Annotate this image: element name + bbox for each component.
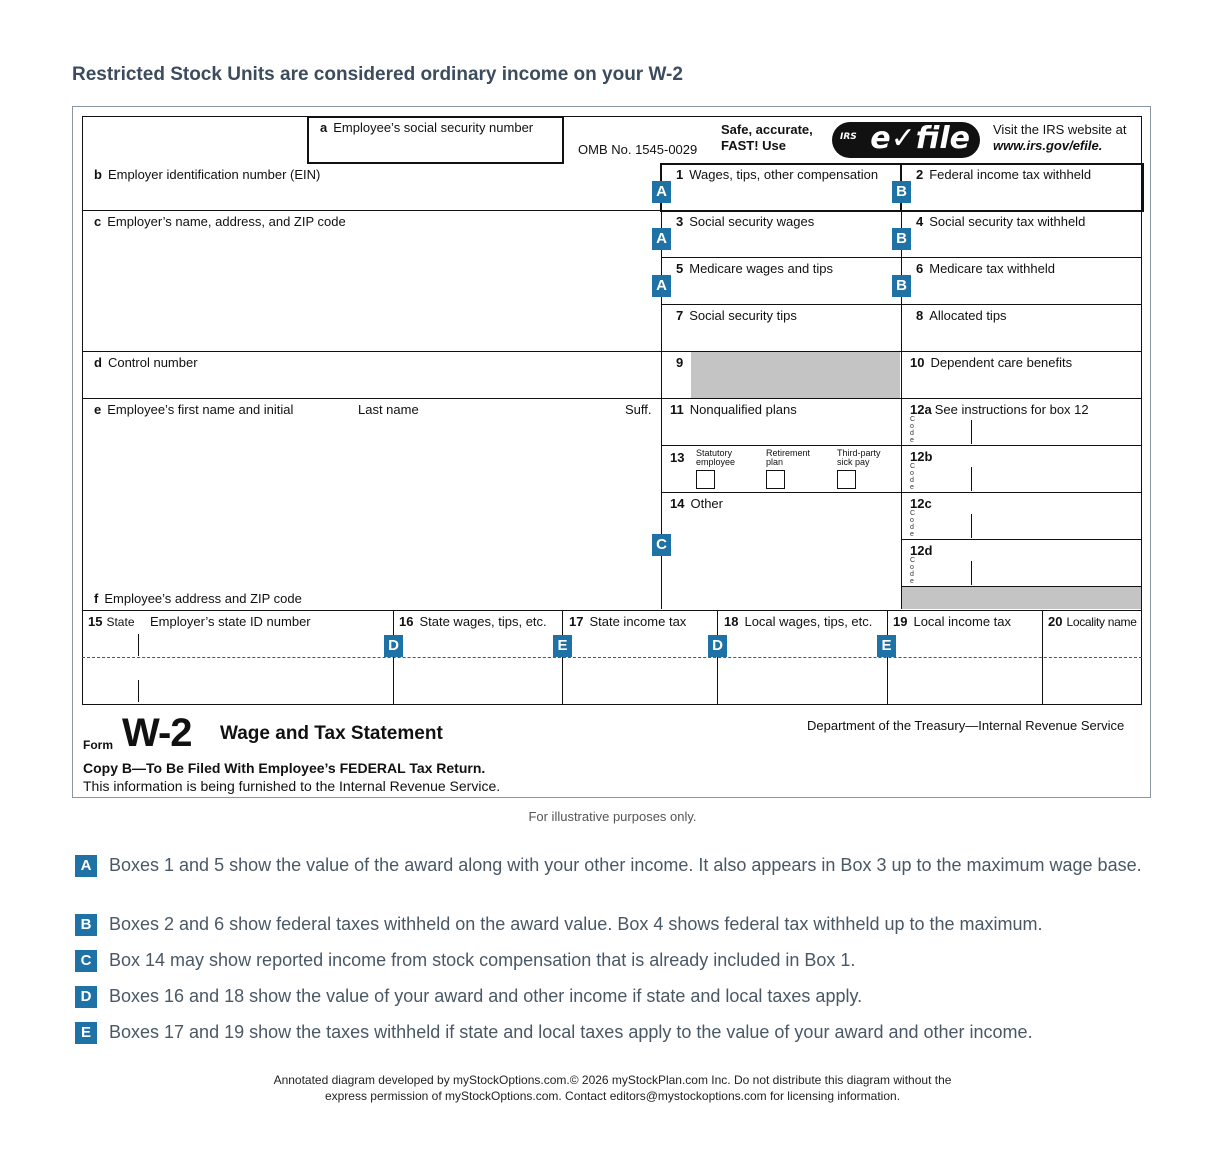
row-line — [82, 351, 1142, 352]
row-line — [661, 445, 1141, 446]
badge-d: D — [708, 635, 727, 657]
note-b — [75, 912, 1165, 936]
box-e-suffix: Suff. — [625, 402, 652, 417]
badge-e: E — [877, 635, 896, 657]
box-e-label: e Employee’s first name and initial — [94, 402, 294, 417]
box14-label: 14 Other — [670, 496, 723, 511]
col-line — [717, 610, 718, 704]
footer-line2: express permission of myStockOptions.com. Contact editors@mystockoptions.com for licensing information. — [324, 1089, 901, 1103]
visit-line1: Visit the IRS website at — [993, 122, 1127, 137]
state-tick — [138, 680, 139, 702]
thirdparty-label: Third-party sick pay — [837, 448, 881, 467]
box18-label: 18 Local wages, tips, etc. — [724, 614, 873, 629]
statutory-label: Statutory employee — [696, 448, 736, 467]
code-label: Code — [910, 557, 916, 585]
code-divider — [971, 467, 972, 491]
irs-efile-logo: IRS e✓file — [832, 122, 980, 158]
box3-label: 3 Social security wages — [676, 214, 815, 229]
retirement-checkbox[interactable] — [766, 470, 785, 489]
row-line — [82, 398, 1142, 399]
copy-b-text: Copy B—To Be Filed With Employee’s FEDERAL Tax Return. — [83, 760, 486, 776]
note-text: Boxes 2 and 6 show federal taxes withheld on the award value. Box 4 shows federal tax withheld up to the maximum. — [109, 914, 1043, 934]
badge-e: E — [553, 635, 572, 657]
dept-treasury: Department of the Treasury—Internal Revenue Service — [807, 718, 1125, 733]
badge-b: B — [892, 275, 911, 297]
note-text: Boxes 1 and 5 show the value of the award along with your other income. It also appears in Box 3 up to the maximum wage base. — [109, 855, 1142, 875]
box10-label: 10 Dependent care benefits — [910, 355, 1073, 370]
box12c-label: 12c — [910, 496, 932, 511]
badge-b: B — [892, 181, 911, 203]
box15-label: 15 State — [88, 614, 135, 629]
code-label: Code — [910, 463, 916, 491]
box17-label: 17 State income tax — [569, 614, 687, 629]
form-word: Form — [83, 738, 113, 752]
col-line — [1042, 610, 1043, 704]
page-title: Restricted Stock Units are considered ordinary income on your W-2 — [72, 64, 683, 85]
row-line — [901, 539, 1141, 540]
badge-b: B — [892, 228, 911, 250]
col-line — [562, 610, 563, 704]
note-a — [75, 853, 1165, 877]
safe-line2: FAST! Use — [721, 138, 787, 153]
form-name: W-2 — [122, 711, 192, 755]
box7-label: 7 Social security tips — [676, 308, 797, 323]
note-badge: D — [75, 986, 97, 1008]
box12-shaded — [901, 587, 1141, 609]
code-divider — [971, 514, 972, 538]
visit-line2: www.irs.gov/efile. — [993, 138, 1103, 153]
note-badge: E — [75, 1022, 97, 1044]
box2-label: 2 Federal income tax withheld — [916, 167, 1092, 182]
note-e — [75, 1020, 1165, 1044]
badge-a: A — [652, 275, 671, 297]
badge-a: A — [652, 228, 671, 250]
box-c-label: c Employer’s name, address, and ZIP code — [94, 214, 346, 229]
note-text: Boxes 16 and 18 show the value of your award and other income if state and local taxes apply. — [109, 986, 863, 1006]
state-dashed-line — [82, 657, 1142, 658]
box13-label: 13 — [670, 450, 685, 465]
box12a-label: 12a See instructions for box 12 — [910, 402, 1089, 417]
footer-line1: Annotated diagram developed by myStockOptions.com.© 2026 myStockPlan.com Inc. Do not distribute this diagram without the — [273, 1073, 952, 1087]
note-badge: C — [75, 950, 97, 972]
box5-label: 5 Medicare wages and tips — [676, 261, 834, 276]
box-a-label: a Employee’s social security number — [320, 120, 534, 135]
box-f-label: f Employee’s address and ZIP code — [94, 591, 302, 606]
note-badge: A — [75, 855, 97, 877]
col-line — [887, 610, 888, 704]
badge-c: C — [652, 534, 671, 556]
code-label: Code — [910, 510, 916, 538]
box-e-lastname: Last name — [358, 402, 419, 417]
box20-label: 20 Locality name — [1048, 614, 1137, 629]
statutory-checkbox[interactable] — [696, 470, 715, 489]
row-line — [661, 257, 1141, 258]
row-line — [901, 586, 1141, 587]
box4-label: 4 Social security tax withheld — [916, 214, 1086, 229]
code-divider — [971, 420, 972, 444]
box8-label: 8 Allocated tips — [916, 308, 1007, 323]
thirdparty-checkbox[interactable] — [837, 470, 856, 489]
form-title: Wage and Tax Statement — [220, 723, 443, 744]
box6-label: 6 Medicare tax withheld — [916, 261, 1055, 276]
state-tick — [138, 634, 139, 656]
box11-label: 11 Nonqualified plans — [670, 402, 797, 417]
note-text: Boxes 17 and 19 show the taxes withheld if state and local taxes apply to the value of your award and other income. — [109, 1022, 1033, 1042]
retirement-label: Retirement plan — [766, 448, 811, 467]
box9-label: 9 — [676, 355, 684, 370]
col-line — [393, 610, 394, 704]
box15-id-label: Employer’s state ID number — [150, 614, 311, 629]
note-text: Box 14 may show reported income from stock compensation that is already included in Box 1. — [109, 950, 856, 970]
note-badge: B — [75, 914, 97, 936]
row-line — [661, 304, 1141, 305]
code-label: Code — [910, 416, 916, 444]
box9-shaded — [691, 352, 900, 398]
box1-label: 1 Wages, tips, other compensation — [676, 167, 879, 182]
box12d-label: 12d — [910, 543, 933, 558]
furnished-text: This information is being furnished to the Internal Revenue Service. — [83, 778, 501, 794]
row-line — [661, 492, 1141, 493]
box19-label: 19 Local income tax — [893, 614, 1012, 629]
illustrative-caption: For illustrative purposes only. — [528, 809, 697, 824]
box-b-label: b Employer identification number (EIN) — [94, 167, 321, 182]
omb-number: OMB No. 1545-0029 — [578, 142, 698, 157]
box12b-label: 12b — [910, 449, 933, 464]
note-d — [75, 984, 1165, 1008]
box-d-label: d Control number — [94, 355, 198, 370]
badge-a: A — [652, 181, 671, 203]
badge-d: D — [384, 635, 403, 657]
code-divider — [971, 561, 972, 585]
note-c — [75, 948, 1165, 972]
safe-line1: Safe, accurate, — [721, 122, 813, 137]
row-line — [82, 610, 1142, 611]
box16-label: 16 State wages, tips, etc. — [399, 614, 547, 629]
